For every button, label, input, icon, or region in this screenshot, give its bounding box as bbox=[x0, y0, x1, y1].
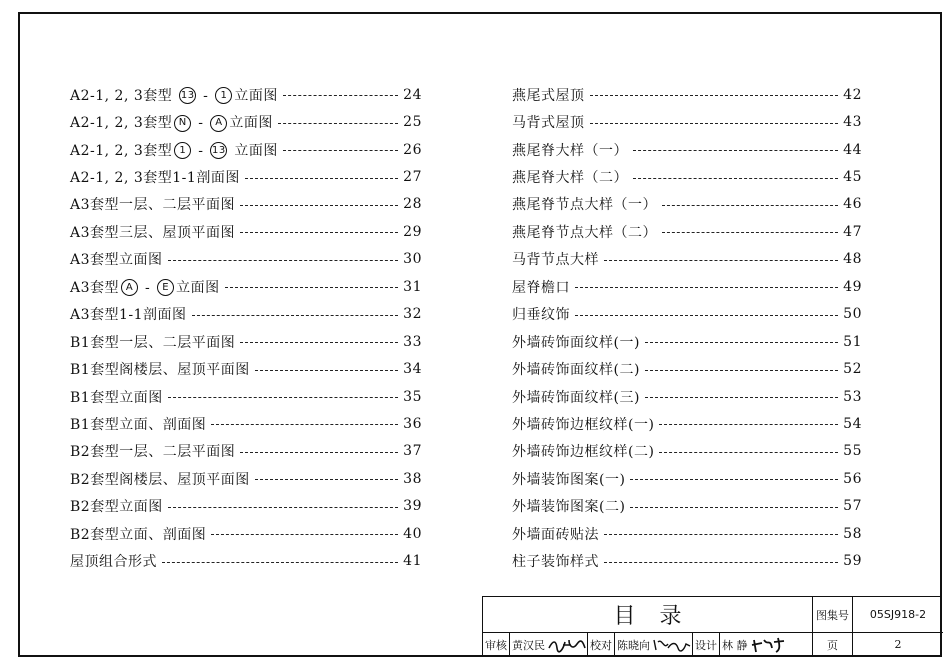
dotted-leader bbox=[225, 287, 399, 288]
toc-entry-text: 立面图 bbox=[234, 87, 278, 104]
toc-entry bbox=[70, 438, 422, 465]
dotted-leader bbox=[162, 562, 398, 563]
designer-signature-icon bbox=[750, 636, 790, 654]
toc-page-number: 40 bbox=[403, 525, 422, 542]
circled-grid-label: 1 bbox=[174, 142, 191, 159]
toc-entry-text: B2套型立面图 bbox=[70, 499, 163, 516]
toc-entry-text: 燕尾脊大样（二） bbox=[512, 170, 628, 187]
dotted-leader bbox=[604, 562, 838, 563]
dotted-leader bbox=[604, 534, 838, 535]
toc-page-number: 38 bbox=[403, 470, 422, 487]
toc-entry-text: B1套型一层、二层平面图 bbox=[70, 334, 236, 351]
reviewer-signature-icon bbox=[547, 636, 587, 654]
toc-page-number: 49 bbox=[843, 278, 862, 295]
dotted-leader bbox=[659, 424, 838, 425]
dotted-leader bbox=[575, 315, 838, 316]
toc-page-number: 39 bbox=[403, 498, 422, 515]
toc-page-number: 33 bbox=[403, 333, 422, 350]
reviewer-label: 审核 bbox=[485, 638, 507, 652]
dotted-leader bbox=[192, 315, 399, 316]
toc-entry bbox=[70, 108, 422, 135]
toc-entry-title bbox=[70, 194, 235, 214]
dotted-leader bbox=[255, 370, 398, 371]
dotted-leader bbox=[590, 95, 839, 96]
toc-entry bbox=[512, 465, 862, 492]
toc-entry bbox=[512, 328, 862, 355]
toc-entry bbox=[512, 520, 862, 547]
designer-name: 林 静 bbox=[722, 638, 748, 652]
toc-entry-title bbox=[70, 332, 235, 352]
toc-entry-title bbox=[70, 167, 240, 187]
toc-page-number: 56 bbox=[843, 470, 862, 487]
toc-entry bbox=[70, 246, 422, 273]
toc-entry-title bbox=[70, 414, 206, 434]
dotted-leader bbox=[604, 260, 838, 261]
circled-grid-label: A bbox=[210, 115, 227, 132]
toc-entry-text: A3套型立面图 bbox=[70, 252, 163, 269]
toc-entry-text: 外墙砖饰边框纹样(一) bbox=[512, 416, 655, 433]
toc-entry bbox=[70, 328, 422, 355]
dotted-leader bbox=[645, 370, 838, 371]
toc-entry-title bbox=[512, 194, 657, 214]
toc-entry-title bbox=[70, 551, 157, 571]
dotted-leader bbox=[240, 342, 398, 343]
toc-entry-title bbox=[70, 469, 250, 489]
toc-left-column bbox=[70, 81, 422, 575]
toc-page-number: 36 bbox=[403, 415, 422, 432]
dotted-leader bbox=[283, 150, 398, 151]
toc-entry bbox=[512, 355, 862, 382]
toc-entry-title bbox=[70, 496, 163, 516]
toc-entry-text: 燕尾脊节点大样（二） bbox=[512, 224, 657, 241]
toc-page-number: 41 bbox=[403, 553, 422, 570]
dotted-leader bbox=[240, 232, 398, 233]
toc-entry-title bbox=[512, 359, 640, 379]
signature-row bbox=[483, 633, 813, 656]
toc-entry-text: A3套型 bbox=[70, 279, 120, 296]
toc-page-number: 31 bbox=[403, 278, 422, 295]
toc-page-number: 32 bbox=[403, 306, 422, 323]
circled-grid-label: N bbox=[174, 115, 191, 132]
toc-entry-text: - bbox=[193, 142, 209, 159]
toc-entry-title bbox=[70, 222, 235, 242]
toc-entry-text: 外墙砖饰面纹样(三) bbox=[512, 389, 640, 406]
toc-entry bbox=[70, 493, 422, 520]
toc-entry bbox=[512, 383, 862, 410]
toc-page-number: 43 bbox=[843, 114, 862, 131]
toc-entry-text: 燕尾脊节点大样（一） bbox=[512, 197, 657, 214]
dotted-leader bbox=[168, 507, 398, 508]
toc-entry-title bbox=[70, 441, 235, 461]
toc-entry-title bbox=[512, 222, 657, 242]
dotted-leader bbox=[645, 342, 838, 343]
toc-entry-text: 外墙砖饰面纹样(二) bbox=[512, 362, 640, 379]
toc-page-number: 42 bbox=[843, 86, 862, 103]
page-number: 2 bbox=[894, 638, 902, 651]
title-block bbox=[482, 596, 942, 657]
dotted-leader bbox=[633, 150, 838, 151]
toc-page-number: 57 bbox=[843, 498, 862, 515]
toc-page-number: 52 bbox=[843, 361, 862, 378]
toc-entry-title bbox=[512, 249, 599, 269]
dotted-leader bbox=[168, 397, 398, 398]
toc-entry-title bbox=[512, 414, 654, 434]
toc-entry bbox=[70, 81, 422, 108]
toc-entry bbox=[512, 163, 862, 190]
toc-entry-title bbox=[70, 249, 163, 269]
dotted-leader bbox=[211, 424, 398, 425]
dotted-leader bbox=[662, 205, 838, 206]
toc-page-number: 55 bbox=[843, 443, 862, 460]
toc-entry bbox=[70, 273, 422, 300]
atlas-number-label: 图集号 bbox=[813, 597, 853, 633]
circled-grid-label: A bbox=[121, 279, 138, 296]
toc-entry-title bbox=[512, 524, 599, 544]
toc-entry-title bbox=[512, 469, 625, 489]
dotted-leader bbox=[245, 178, 398, 179]
toc-page-number: 46 bbox=[843, 196, 862, 213]
toc-entry-title bbox=[70, 277, 220, 297]
dotted-leader bbox=[590, 123, 839, 124]
dotted-leader bbox=[662, 232, 838, 233]
dotted-leader bbox=[278, 123, 398, 124]
toc-entry-title bbox=[512, 496, 625, 516]
toc-entry-title bbox=[70, 85, 278, 105]
dotted-leader bbox=[659, 452, 838, 453]
toc-entry bbox=[512, 108, 862, 135]
toc-entry bbox=[512, 410, 862, 437]
toc-entry-text: A3套型三层、屋顶平面图 bbox=[70, 224, 236, 241]
toc-entry-text: 马背节点大样 bbox=[512, 252, 599, 269]
toc-entry bbox=[512, 438, 862, 465]
toc-page-number: 25 bbox=[403, 114, 422, 131]
toc-entry-title bbox=[512, 304, 570, 324]
toc-entry bbox=[512, 81, 862, 108]
toc-entry bbox=[512, 218, 862, 245]
toc-entry-title bbox=[512, 112, 585, 132]
dotted-leader bbox=[575, 287, 838, 288]
toc-entry-text: - bbox=[193, 115, 209, 132]
toc-entry-title bbox=[512, 85, 585, 105]
dotted-leader bbox=[630, 479, 838, 480]
checker-name: 陈晓向 bbox=[617, 638, 650, 652]
circled-grid-label: 1 bbox=[215, 87, 232, 104]
circled-grid-label: E bbox=[157, 279, 174, 296]
toc-entry-text: 外墙装饰图案(二) bbox=[512, 499, 626, 516]
toc-entry-text: 立面图 bbox=[229, 115, 273, 132]
page-label: 页 bbox=[813, 633, 853, 656]
checker-signature-icon bbox=[652, 636, 692, 654]
toc-page-number: 34 bbox=[403, 361, 422, 378]
toc-entry-text: 屋脊檐口 bbox=[512, 279, 570, 296]
toc-entry bbox=[512, 246, 862, 273]
toc-entry-title bbox=[70, 140, 278, 160]
dotted-leader bbox=[240, 452, 398, 453]
toc-page-number: 37 bbox=[403, 443, 422, 460]
toc-page-number: 51 bbox=[843, 333, 862, 350]
toc-entry-text: 外墙砖饰面纹样(一) bbox=[512, 334, 640, 351]
toc-page-number: 59 bbox=[843, 553, 862, 570]
toc-entry bbox=[512, 547, 862, 574]
designer-label: 设计 bbox=[695, 638, 717, 652]
toc-page-number: 35 bbox=[403, 388, 422, 405]
toc-page-number: 53 bbox=[843, 388, 862, 405]
toc-entry-text: 燕尾脊大样（一） bbox=[512, 142, 628, 159]
toc-entry bbox=[70, 163, 422, 190]
toc-page-number: 47 bbox=[843, 223, 862, 240]
toc-entry bbox=[512, 191, 862, 218]
dotted-leader bbox=[283, 95, 398, 96]
atlas-number: 05SJ918-2 bbox=[853, 597, 943, 633]
toc-entry-text: A2-1, 2, 3套型1-1剖面图 bbox=[70, 170, 240, 187]
toc-entry-text: B2套型一层、二层平面图 bbox=[70, 444, 236, 461]
toc-page-number: 28 bbox=[403, 196, 422, 213]
toc-entry bbox=[70, 355, 422, 382]
toc-entry-title bbox=[70, 387, 163, 407]
toc-page-number: 24 bbox=[403, 86, 422, 103]
reviewer-name: 黄汉民 bbox=[512, 638, 545, 652]
toc-page-number: 48 bbox=[843, 251, 862, 268]
toc-entry-title bbox=[512, 277, 570, 297]
toc-entry-text: A3套型1-1剖面图 bbox=[70, 307, 187, 324]
dotted-leader bbox=[255, 479, 398, 480]
toc-entry-title bbox=[70, 524, 206, 544]
toc-entry-text: 归垂纹饰 bbox=[512, 307, 570, 324]
toc-entry-text: A3套型一层、二层平面图 bbox=[70, 197, 236, 214]
toc-page-number: 58 bbox=[843, 525, 862, 542]
dotted-leader bbox=[168, 260, 399, 261]
toc-entry-title bbox=[512, 167, 628, 187]
toc-entry-text: 外墙面砖贴法 bbox=[512, 526, 599, 543]
toc-entry bbox=[512, 273, 862, 300]
circled-grid-label: 13 bbox=[179, 87, 196, 104]
toc-page-number: 45 bbox=[843, 169, 862, 186]
toc-entry bbox=[70, 383, 422, 410]
toc-entry bbox=[512, 136, 862, 163]
circled-grid-label: 13 bbox=[210, 142, 227, 159]
toc-entry-text: 燕尾式屋顶 bbox=[512, 87, 585, 104]
toc-entry bbox=[512, 493, 862, 520]
toc-entry-text: 立面图 bbox=[229, 142, 278, 159]
checker-label: 校对 bbox=[590, 638, 612, 652]
toc-entry-title bbox=[512, 387, 640, 407]
toc-entry bbox=[70, 301, 422, 328]
sheet-title: 目录 bbox=[483, 597, 813, 633]
toc-entry-title bbox=[70, 304, 187, 324]
toc-entry-text: B1套型立面图 bbox=[70, 389, 163, 406]
toc-entry-text: A2-1, 2, 3套型 bbox=[70, 87, 178, 104]
dotted-leader bbox=[633, 178, 838, 179]
toc-entry bbox=[70, 410, 422, 437]
toc-entry-text: B2套型立面、剖面图 bbox=[70, 526, 207, 543]
toc-entry-text: B2套型阁楼层、屋顶平面图 bbox=[70, 471, 250, 488]
toc-entry-text: B1套型立面、剖面图 bbox=[70, 416, 207, 433]
toc-entry bbox=[512, 301, 862, 328]
toc-entry-title bbox=[512, 551, 599, 571]
toc-entry-text: - bbox=[140, 279, 156, 296]
toc-entry bbox=[70, 520, 422, 547]
toc-page-number: 30 bbox=[403, 251, 422, 268]
toc-entry bbox=[70, 218, 422, 245]
toc-entry-text: A2-1, 2, 3套型 bbox=[70, 115, 173, 132]
toc-entry-text: 外墙砖饰边框纹样(二) bbox=[512, 444, 655, 461]
dotted-leader bbox=[630, 507, 838, 508]
toc-entry bbox=[70, 465, 422, 492]
toc-page-number: 29 bbox=[403, 223, 422, 240]
toc-page-number: 26 bbox=[403, 141, 422, 158]
toc-entry-title bbox=[512, 140, 628, 160]
toc-entry-text: 立面图 bbox=[176, 279, 220, 296]
toc-right-column bbox=[512, 81, 862, 575]
toc-entry-text: - bbox=[198, 87, 214, 104]
toc-page-number: 27 bbox=[403, 169, 422, 186]
dotted-leader bbox=[211, 534, 398, 535]
toc-entry bbox=[70, 136, 422, 163]
dotted-leader bbox=[645, 397, 838, 398]
toc-entry-text: 外墙装饰图案(一) bbox=[512, 471, 626, 488]
toc-entry-text: 马背式屋顶 bbox=[512, 115, 585, 132]
toc-entry bbox=[70, 191, 422, 218]
toc-page-number: 54 bbox=[843, 415, 862, 432]
toc-page-number: 44 bbox=[843, 141, 862, 158]
toc-entry-title bbox=[512, 332, 640, 352]
toc-entry bbox=[70, 547, 422, 574]
toc-entry-text: B1套型阁楼层、屋顶平面图 bbox=[70, 362, 250, 379]
toc-entry-title bbox=[70, 112, 273, 132]
toc-entry-text: 柱子装饰样式 bbox=[512, 554, 599, 571]
dotted-leader bbox=[240, 205, 398, 206]
toc-entry-title bbox=[70, 359, 250, 379]
toc-page-number: 50 bbox=[843, 306, 862, 323]
toc-entry-text: 屋顶组合形式 bbox=[70, 554, 157, 571]
toc-entry-text: A2-1, 2, 3套型 bbox=[70, 142, 173, 159]
toc-entry-title bbox=[512, 441, 654, 461]
